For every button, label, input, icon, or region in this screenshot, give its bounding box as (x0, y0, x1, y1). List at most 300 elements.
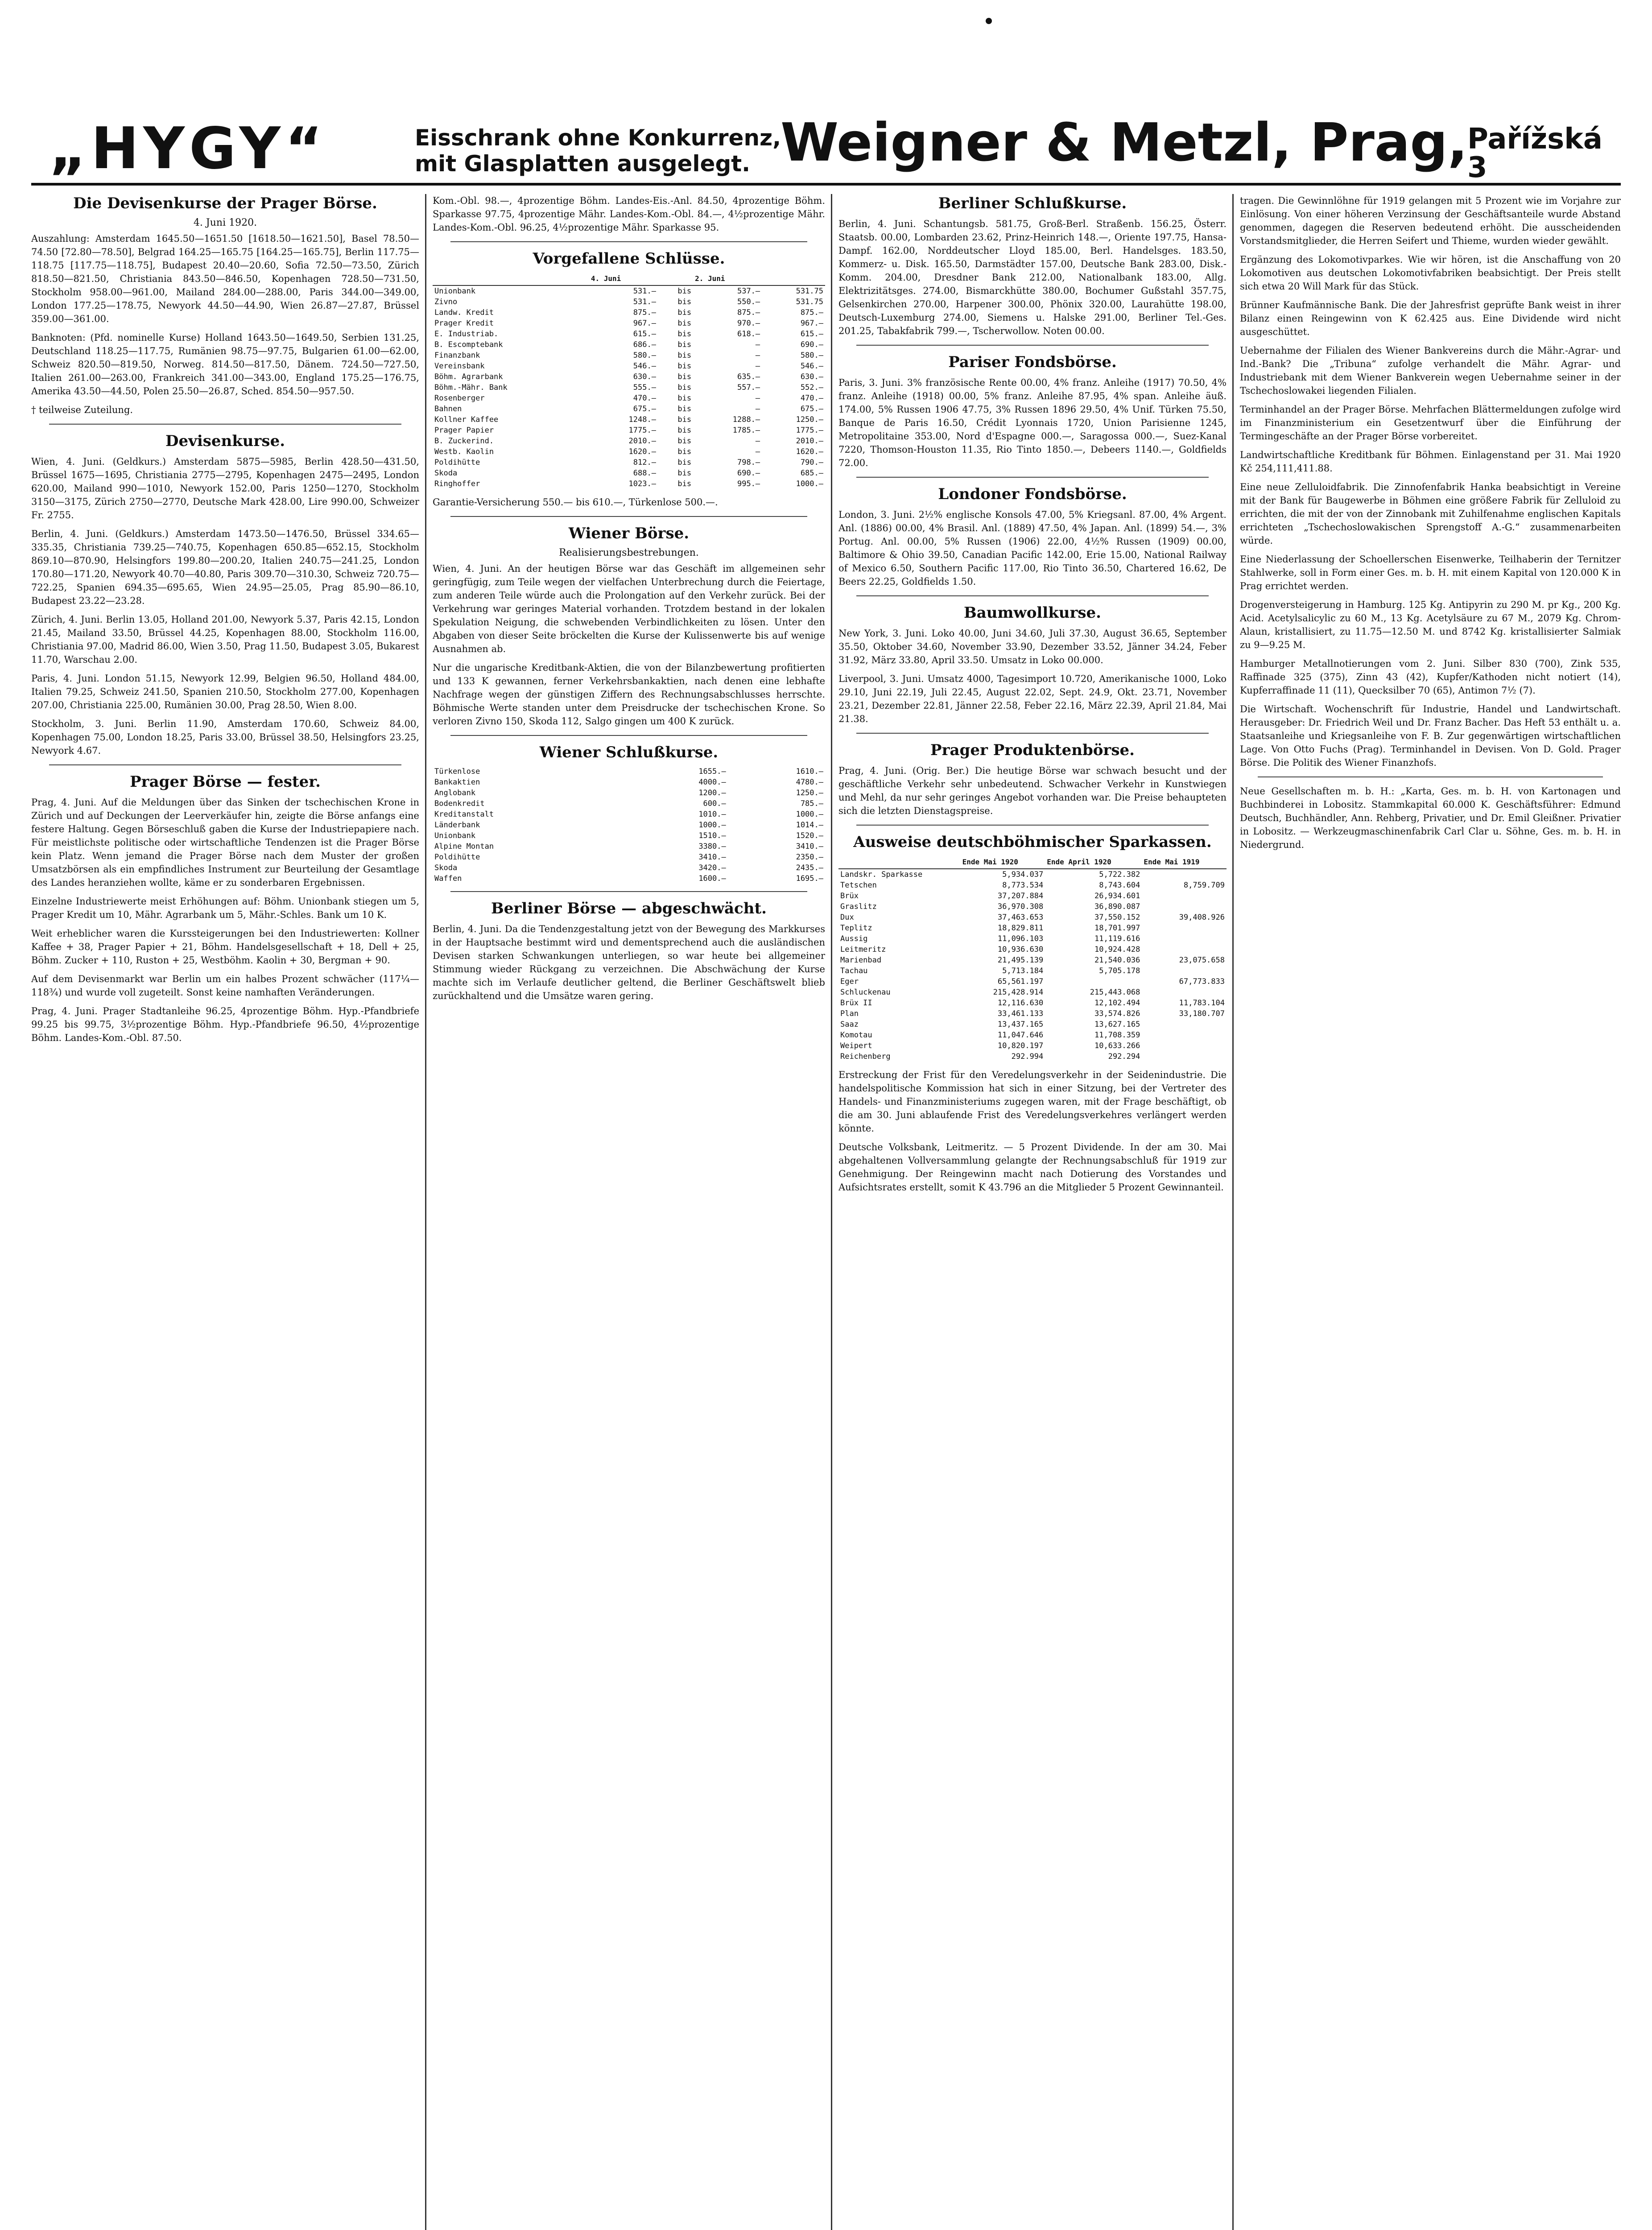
table-cell: Rosenberger (434, 394, 485, 403)
table-cell: 580.— (800, 351, 823, 360)
section-title-devisenkurse: Devisenkurse. (165, 432, 285, 450)
paragraph: Ergänzung des Lokomotivparkes. Wie wir hören, ist die Anschaffung von 20 Lokomotiven aus deutschen Lokomotivfabriken beabsichtigt. Der Preis stellt sich etwa 20 Will Mark für das Stück. (1240, 254, 1621, 292)
table-cell: 36,890.087 (1094, 902, 1140, 911)
table-cell: 875.— (800, 308, 823, 317)
divider (49, 424, 401, 425)
table-cell: 67,773.833 (1179, 977, 1225, 986)
table-cell: Reichenberg (840, 1052, 891, 1061)
table-cell: Marienbad (840, 956, 882, 965)
table-cell: 5,705.178 (1099, 966, 1140, 975)
table-cell: 18,701.997 (1094, 924, 1140, 933)
table-cell (1142, 933, 1227, 944)
table-row (838, 1041, 1227, 1051)
paragraph: Paris, 3. Juni. 3% französische Rente 00.00, 4% franz. Anleihe (1917) 70.50, 4% franz. Anleihe (1918) 00.00, 5% franz. Anleihe 87.95, 4% span. Anleihe äuß. 174.00, 5% Russen 1906 47.75, 3% Russen 1896 29.50, 4% Unif. Türken 75.50, Banque de Paris 16.50, Crédit Lyonnais 1720, Union Parisienne 1245, Metropolitaine 353.00, Nord d'Espagne 000.—, Saragossa 000.—, Suez-Kanal 7220, Thomson-Houston 11.35, Rio Tinto 1850.—, Debeers 1140.—, Goldfields 72.00. (838, 377, 1227, 468)
table-cell: 688.— (633, 469, 656, 478)
table-cell: 690.— (800, 340, 823, 349)
table-row (433, 436, 825, 446)
table-cell: Brüx (840, 892, 859, 900)
table-cell: bis (677, 383, 692, 392)
table-cell: 5,722.382 (1099, 870, 1140, 879)
paragraph: New York, 3. Juni. Loko 40.00, Juni 34.60, Juli 37.30, August 36.65, September 35.50, Oktober 34.60, November 33.90, Dezember 33.52, Jänner 34.24, Feber 31.92, März 33.80, April 33.50. Umsatz in Loko 00.000. (838, 628, 1227, 665)
paragraph: Terminhandel an der Prager Börse. Mehrfachen Blättermeldungen zufolge wird im Finanzministerium ein Gesetzentwurf über die Einführung der Termingeschäfte an der Prager Börse vorbereitet. (1240, 404, 1621, 442)
paragraph: Hamburger Metallnotierungen vom 2. Juni. Silber 830 (700), Zink 535, Raffinade 325 (375), Zinn 43 (42), Kupfer/Kathoden nicht notiert (14), Kupferraffinade 11 (11), Quecksilber 70 (65), Antimon 7½ (7). (1240, 658, 1621, 696)
table-cell: bis (677, 437, 692, 446)
table-header-cell: Ende Mai 1919 (1142, 856, 1227, 869)
table-header-cell (658, 273, 693, 285)
table-cell: bis (677, 330, 692, 339)
table-cell: 615.— (800, 330, 823, 339)
table-cell: 21,495.139 (997, 956, 1044, 965)
paragraph: Berlin, 4. Juni. Da die Tendenzgestaltung jetzt von der Bewegung des Markkurses in der Hauptsache bestimmt wird und dementsprechend auch die ausländischen Devisen starken Schwankungen unterliegen, so war heute bei allgemeiner Stimmung wieder Rückgang zu verzeichnen. Die Abschwächung der Kurse machte sich im Verlaufe deutlicher geltend, die Berliner Geschäftswelt blieb zurückhaltend und die Umsätze waren gering. (433, 924, 825, 1001)
table-cell: 1023.— (628, 479, 656, 488)
table-cell: 531.75 (796, 287, 823, 296)
table-cell (1142, 1041, 1227, 1051)
section-title-berliner-boerse: Berliner Börse — abgeschwächt. (491, 900, 767, 917)
table-cell: bis (677, 447, 692, 456)
paragraph: Paris, 4. Juni. London 51.15, Newyork 12.99, Belgien 96.50, Holland 484.00, Italien 79.25, Schweiz 241.50, Spanien 210.50, Stockholm 277.00, Kopenhagen 207.00, Christiania 225.00, Rumänien 30.00, Prag 28.50, Wien 8.00. (31, 673, 419, 710)
table-cell: Finanzbank (434, 351, 480, 360)
table-cell: Kreditanstalt (434, 810, 494, 819)
table-cell: Saaz (840, 1020, 859, 1029)
table-row (433, 852, 825, 863)
section-date: 4. Juni 1920. (193, 217, 257, 228)
table-cell: 12,116.630 (997, 999, 1044, 1008)
table-cell: 615.— (633, 330, 656, 339)
table-cell: Bahnen (434, 405, 462, 413)
section-title-sparkassen: Ausweise deutschböhmischer Sparkassen. (853, 833, 1212, 851)
table-cell: bis (677, 340, 692, 349)
table-cell: Leitmeritz (840, 945, 886, 954)
table-cell: Plan (840, 1009, 859, 1018)
paragraph: Berlin, 4. Juni. Schantungsb. 581.75, Groß-Berl. Straßenb. 156.25, Österr. Staatsb. 00.00, Lombarden 23.62, Prinz-Heinrich 148.—, Oriente 197.75, Hansa-Dampf. 162.00, Norddeutscher Lloyd 185.00, Berl. Handelsges. 183.50, Kommerz- u. Disk. 165.50, Darmstädter 157.00, Deutsche Bank 283.00, Disk.-Komm. 204.00, Dresdner Bank 212.00, Nationalbank 183.00, Allg. Elektrizitätsges. 274.00, Bismarckhütte 380.00, Bochumer Gußstahl 357.75, Gelsenkirchen 270.00, Harpener 300.00, Phönix 320.00, Laurahütte 198.00, Deutsch-Luxemburg 274.00, Siemens u. Halske 291.00, Berliner Tel.-Ges. 201.25, Tabakfabrik 799.—, Tscherwollow. Noten 00.00. (838, 219, 1227, 336)
section-title-wiener-schlusskurse: Wiener Schlußkurse. (539, 743, 719, 761)
table-cell: 555.— (633, 383, 656, 392)
table-cell: 36,970.308 (997, 902, 1044, 911)
table-row (838, 1019, 1227, 1030)
table-cell: — (755, 437, 760, 446)
paragraph: Wien, 4. Juni. (Geldkurs.) Amsterdam 5875—5985, Berlin 428.50—431.50, Brüssel 1675—1695, Christiania 2775—2795, Kopenhagen 2475—2495, London 620.00, Mailand 990—1010, Newyork 152.00, Paris 1250—1270, Stockholm 3150—3175, Zürich 2750—2770, Deutsche Mark 428.00, Lire 990.00, Schweizer Fr. 2755. (31, 456, 419, 520)
table-cell: 1620.— (628, 447, 656, 456)
table-cell: 2350.— (796, 853, 823, 862)
table-note: Garantie-Versicherung 550.— bis 610.—, Türkenlose 500.—. (433, 497, 718, 508)
table-cell: 875.— (737, 308, 760, 317)
table-row (838, 869, 1227, 880)
quotes-table (433, 766, 825, 884)
table-cell: 970.— (737, 319, 760, 328)
section-title-wiener-boerse: Wiener Börse. (568, 524, 690, 542)
table-row (838, 923, 1227, 933)
table-cell: 37,550.152 (1094, 913, 1140, 922)
hygy-slogan (415, 125, 781, 177)
table-cell: 12,102.494 (1094, 999, 1140, 1008)
table-cell: bis (677, 426, 692, 435)
table-cell: 1000.— (698, 821, 726, 830)
table-cell: 10,924.428 (1094, 945, 1140, 954)
table-row (433, 788, 825, 798)
table-cell: 11,783.104 (1179, 999, 1225, 1008)
table-cell: Teplitz (840, 924, 872, 933)
table-cell: 967.— (633, 319, 656, 328)
table-cell: 618.— (737, 330, 760, 339)
table-cell: 3410.— (796, 842, 823, 851)
table-cell (1142, 891, 1227, 901)
section-title-baumwollkurse: Baumwollkurse. (963, 604, 1102, 622)
table-cell: 5,713.184 (1002, 966, 1044, 975)
table-cell: 875.— (633, 308, 656, 317)
table-row (838, 944, 1227, 955)
table-cell: 1520.— (796, 831, 823, 840)
table-cell: bis (677, 308, 692, 317)
table-cell: 37,207.884 (997, 892, 1044, 900)
section-title-prager-boerse: Prager Börse — fester. (130, 773, 321, 791)
table-cell: Tetschen (840, 881, 877, 890)
table-cell: 8,743.604 (1099, 881, 1140, 890)
section-title-londoner-fondsboerse: Londoner Fondsbörse. (938, 485, 1127, 503)
paragraph: Berlin, 4. Juni. (Geldkurs.) Amsterdam 1473.50—1476.50, Brüssel 334.65—335.35, Christiania 739.25—740.75, Kopenhagen 650.85—652.15, Stockholm 869.10—870.90, Helsingfors 199.80—200.20, Italien 240.75—241.25, London 170.80—171.20, Newyork 40.70—40.80, Paris 309.70—310.30, Schweiz 720.75—722.25, Spanien 694.35—695.65, Wien 24.95—25.05, Prag 85.90—86.10, Budapest 23.22—23.28. (31, 529, 419, 606)
table-cell: bis (677, 351, 692, 360)
table-cell: 21,540.036 (1094, 956, 1140, 965)
table-cell: Bankaktien (434, 778, 480, 787)
table-cell (1142, 1030, 1227, 1041)
paragraph: Landwirtschaftliche Kreditbank für Böhmen. Einlagenstand per 31. Mai 1920 Kč 254,111,411.88. (1240, 450, 1621, 474)
paragraph: Wien, 4. Juni. An der heutigen Börse war das Geschäft im allgemeinen sehr geringfügig, zum Teile wegen der vielfachen Unterbrechung durch die Feiertage, zum anderen Teile würde auch die Prolongation auf den Verkehr zurück. Bei der Verkehrung war geringes Material vorhanden. Trotzdem bestand in der lokalen Spekulation Neigung, die schwebenden Verbindlichkeiten zu lösen. Unter den Abgaben von dieser Seite bröckelten die Kurse der Kulissenwerte bis auf wenige Ausnahmen ab. (433, 563, 825, 654)
hygy-slogan-line1: Eisschrank ohne Konkurrenz, (415, 125, 781, 151)
divider (856, 477, 1209, 478)
hygy-slogan-line2: mit Glasplatten ausgelegt. (415, 151, 751, 177)
paragraph: Stockholm, 3. Juni. Berlin 11.90, Amsterdam 170.60, Schweiz 84.00, Kopenhagen 75.00, London 18.25, Paris 33.00, Brüssel 38.50, Helsingfors 23.25, Newyork 4.67. (31, 719, 419, 756)
section-title-berliner-schlusskurse: Berliner Schlußkurse. (938, 194, 1127, 212)
table-cell: 37,463.653 (997, 913, 1044, 922)
table-cell: Böhm.-Mähr. Bank (434, 383, 508, 392)
paragraph: Banknoten: (Pfd. nominelle Kurse) Holland 1643.50—1649.50, Serbien 131.25, Deutschland 118.25—117.75, Rumänien 98.75—97.75, Bulgarien 61.00—62.00, Schweiz 820.50—819.50, Norweg. 814.50—817.50, Dänem. 724.50—727.50, Italien 261.00—263.00, Frankreich 341.00—343.00, England 175.25—176.75, Amerika 43.50—44.50, Polen 25.50—26.87, Sched. 854.50—957.50. (31, 332, 419, 396)
table-cell: 2435.— (796, 863, 823, 872)
table-cell: 1248.— (628, 415, 656, 424)
table-cell: Bodenkredit (434, 799, 485, 808)
footnote: † teilweise Zuteilung. (31, 405, 133, 415)
table-cell: — (755, 405, 760, 413)
table-cell: 11,708.359 (1094, 1031, 1140, 1040)
table-cell: 675.— (800, 405, 823, 413)
table-cell: 33,574.826 (1094, 1009, 1140, 1018)
table-cell: 1250.— (796, 789, 823, 797)
table-cell: B. Zuckerind. (434, 437, 494, 446)
paragraph: Eine neue Zelluloidfabrik. Die Zinnofenfabrik Hanka beabsichtigt in Vereine mit der Bank für Baugewerbe in Böhmen eine größere Fabrik für Zelluloid zu errichten, die mit der von der Zinnobank mit Zuhilfenahme englischen Kapitals errichteten „Tschechoslowakischen Sprengstoff A.-G.“ zusammenarbeiten würde. (1240, 482, 1621, 546)
table-cell: Kollner Kaffee (434, 415, 499, 424)
table-row (838, 1030, 1227, 1041)
table-row (433, 297, 825, 307)
table-cell: bis (677, 479, 692, 488)
table-cell: 2010.— (628, 437, 656, 446)
table-cell: 10,820.197 (997, 1041, 1044, 1050)
table-cell: 5,934.037 (1002, 870, 1044, 879)
table-cell (1142, 1019, 1227, 1030)
table-cell: B. Escomptebank (434, 340, 503, 349)
section-title-pariser-fondsboerse: Pariser Fondsbörse. (948, 353, 1117, 371)
quotes-table (433, 273, 825, 489)
table-cell: Aussig (840, 934, 868, 943)
header-ad-band (31, 103, 1621, 186)
divider (450, 891, 807, 892)
table-cell: Landskr. Sparkasse (840, 870, 923, 879)
column-4 (1240, 194, 1621, 2230)
table-cell: — (755, 340, 760, 349)
table-cell: Alpine Montan (434, 842, 494, 851)
divider (450, 735, 807, 736)
table-cell: Weipert (840, 1041, 872, 1050)
column-1 (31, 194, 419, 2230)
table-cell: bis (677, 469, 692, 478)
table-cell: 685.— (800, 469, 823, 478)
table-cell: Westb. Kaolin (434, 447, 494, 456)
paragraph: Liverpool, 3. Juni. Umsatz 4000, Tagesimport 10.720, Amerikanische 1000, Loko 29.10, Juni 22.19, Juli 22.45, August 22.02, Sept. 24.9, Okt. 23.71, November 23.21, Dezember 22.81, Jänner 22.58, Feber 22.16, März 22.39, April 21.84, Mai 21.38. (838, 673, 1227, 724)
table-cell: Unionbank (434, 287, 476, 296)
table-cell (1045, 976, 1142, 987)
table-cell: bis (677, 362, 692, 371)
table-cell (1142, 944, 1227, 955)
table-cell: bis (677, 458, 692, 467)
table-header-cell: 2. Juni (693, 273, 762, 285)
table-row (838, 912, 1227, 923)
paragraph: London, 3. Juni. 2½% englische Konsols 47.00, 5% Kriegsanl. 87.00, 4% Argent. Anl. (1886) 00.00, 4% Brasil. Anl. (1889) 47.50, 4% Japan. Anl. (1899) 54.—, 3% Portug. Anl. 00.00, 5% Russen (1906) 22.00, 4½% Russen (1909) 00.00, Baltimore & Ohio 39.50, Canadian Pacific 142.00, Erie 15.00, National Railway of Mexico 6.50, Southern Pacific 117.00, Rio Tinto 36.50, Chartered 16.62, De Beers 22.25, Goldfields 1.50. (838, 509, 1227, 587)
table-cell: 8,773.534 (1002, 881, 1044, 890)
table-row (433, 841, 825, 852)
table-cell: Komotau (840, 1031, 872, 1040)
paragraph: Erstreckung der Frist für den Veredelungsverkehr in der Seidenindustrie. Die handelspolitische Kommission hat sich in einer Sitzung, bei der Vertreter des Handels- und Finanzministeriums zugegen waren, mit der Frage beschäftigt, ob die am 30. Juni ablaufende Frist des Veredelungsverkehres verlängert werden könnte. (838, 1070, 1227, 1134)
table-cell: 630.— (633, 372, 656, 381)
weigner-address: Pařížská 3 (1467, 123, 1602, 184)
table-cell: 531.— (633, 297, 656, 306)
table-cell: — (755, 447, 760, 456)
table-cell: — (755, 362, 760, 371)
table-row (433, 863, 825, 873)
table-cell: 4000.— (698, 778, 726, 787)
paragraph: Prag, 4. Juni. (Orig. Ber.) Die heutige Börse war schwach besucht und der geschäftliche Verkehr sehr unbedeutend. Schwacher Verkehr in Kunstwiegen und Mehl, da nur sehr geringes Angebot vorhanden war. Die Preise behaupteten sich die letzten Dienstagspreise. (838, 765, 1227, 816)
table-cell: 18,829.811 (997, 924, 1044, 933)
table-cell: bis (677, 394, 692, 403)
table-header-cell (762, 273, 825, 285)
print-dot (986, 18, 992, 24)
table-cell: Brüx II (840, 999, 872, 1008)
table-row (838, 966, 1227, 976)
table-cell: 292.994 (1011, 1052, 1044, 1061)
table-row (433, 468, 825, 479)
table-cell: bis (677, 287, 692, 296)
table-row (433, 339, 825, 350)
table-cell: 33,461.133 (997, 1009, 1044, 1018)
table-cell: 13,627.165 (1094, 1020, 1140, 1029)
table-cell (1142, 869, 1227, 880)
divider (856, 595, 1209, 596)
table-cell (1142, 987, 1227, 998)
table-cell: 790.— (800, 458, 823, 467)
table-cell: 1775.— (796, 426, 823, 435)
table-cell: Skoda (434, 469, 458, 478)
table-row (433, 372, 825, 382)
table-row (838, 987, 1227, 998)
table-cell: Graslitz (840, 902, 877, 911)
table-cell: 23,075.658 (1179, 956, 1225, 965)
table-cell: Skoda (434, 863, 458, 872)
table-cell: Ringhoffer (434, 479, 480, 488)
table-cell: 10,633.266 (1094, 1041, 1140, 1050)
column-3 (838, 194, 1227, 2230)
section-title-produktenboerse: Prager Produktenbörse. (930, 741, 1135, 759)
table-cell: 11,119.616 (1094, 934, 1140, 943)
divider (450, 241, 807, 242)
table-cell: 531.— (633, 287, 656, 296)
divider (856, 345, 1209, 346)
table-row (433, 414, 825, 425)
table-cell: 11,096.103 (997, 934, 1044, 943)
table-row (433, 809, 825, 820)
table-cell: 600.— (703, 799, 726, 808)
table-cell: Zivno (434, 297, 458, 306)
table-cell: Dux (840, 913, 854, 922)
paragraph: Einzelne Industriewerte meist Erhöhungen auf: Böhm. Unionbank stiegen um 5, Prager Kredit um 10, Mähr. Agrarbank um 5, Mähr.-Schles. Bank um 10 K. (31, 896, 419, 920)
table-header-cell: 4. Juni (589, 273, 658, 285)
divider (856, 825, 1209, 826)
table-header-cell: Ende April 1920 (1045, 856, 1142, 869)
table-row (433, 382, 825, 393)
divider (1258, 776, 1603, 777)
column-2 (433, 194, 825, 2230)
table-cell: Landw. Kredit (434, 308, 494, 317)
paragraph: Weit erheblicher waren die Kurssteigerungen bei den Industriewerten: Kollner Kaffee + 38, Prager Papier + 21, Böhm. Handelsgesellschaft + 18, Dell + 25, Böhm. Zucker + 110, Ruston + 25, Westböhm. Kaolin + 30, Bergman + 90. (31, 928, 419, 966)
table-cell: bis (677, 372, 692, 381)
table-cell: 1620.— (796, 447, 823, 456)
table-cell: Vereinsbank (434, 362, 485, 371)
table-header-cell (838, 856, 961, 869)
table-row (838, 1051, 1227, 1062)
table-header-cell (433, 273, 589, 285)
table-cell: 1000.— (796, 810, 823, 819)
table-cell: 470.— (633, 394, 656, 403)
table-cell: bis (677, 297, 692, 306)
table-cell: Länderbank (434, 821, 480, 830)
table-cell: bis (677, 415, 692, 424)
table-cell: 3380.— (698, 842, 726, 851)
table-cell: 1288.— (732, 415, 760, 424)
table-cell: 3420.— (698, 863, 726, 872)
table-cell (1142, 901, 1227, 912)
table-row (433, 820, 825, 830)
table-row (838, 901, 1227, 912)
table-cell: — (755, 351, 760, 360)
table-cell: 785.— (800, 799, 823, 808)
section-title-vorgefallene-schluesse: Vorgefallene Schlüsse. (533, 250, 725, 268)
divider (856, 733, 1209, 734)
table-cell: 552.— (800, 383, 823, 392)
divider (49, 764, 401, 765)
hygy-brand: „HYGY“ (49, 116, 327, 182)
table-cell: 11,047.646 (997, 1031, 1044, 1040)
table-cell: Türkenlose (434, 767, 480, 776)
section-title-devisenkurse-prag: Die Devisenkurse der Prager Börse. (73, 194, 377, 212)
table-cell (1142, 966, 1227, 976)
table-cell: 1655.— (698, 767, 726, 776)
table-cell: 1785.— (732, 426, 760, 435)
table-header-cell: Ende Mai 1920 (961, 856, 1045, 869)
table-row (838, 976, 1227, 987)
table-cell: Poldihütte (434, 458, 480, 467)
table-row (433, 425, 825, 436)
table-row (433, 766, 825, 777)
table-cell: 635.— (737, 372, 760, 381)
table-cell: 26,934.601 (1094, 892, 1140, 900)
table-row (433, 361, 825, 372)
table-cell: 690.— (737, 469, 760, 478)
section-subtitle: Realisierungsbestrebungen. (559, 547, 699, 558)
table-cell: 1510.— (698, 831, 726, 840)
table-cell: 4780.— (796, 778, 823, 787)
table-row (433, 479, 825, 489)
table-row (433, 777, 825, 788)
paragraph: Brünner Kaufmännische Bank. Die der Jahresfrist geprüfte Bank weist in ihrer Bilanz einen Reingewinn von K 62.425 aus. Eine Dividende wird nicht ausgeschüttet. (1240, 300, 1621, 337)
table-cell: 470.— (800, 394, 823, 403)
paragraph: tragen. Die Gewinnlöhne für 1919 gelangen mit 5 Prozent wie im Vorjahre zur Einlösung. Von einer höheren Verzinsung der Geschäftsanteile wurde Abstand genommen, dagegen die Reserven bedeutend erhöht. Die ausscheidenden Vorstandsmitglieder, die Herren Seifert und Thieme, wurden wieder gewählt. (1240, 195, 1621, 246)
paragraph: Eine Niederlassung der Schoellerschen Eisenwerke, Teilhaberin der Ternitzer Stahlwerke, soll in Form einer Ges. m. b. H. mit einem Kapital von 120.000 K in Prag errichtet werden. (1240, 554, 1621, 591)
table-cell: 1775.— (628, 426, 656, 435)
table-cell (1142, 1051, 1227, 1062)
table-cell: 39,408.926 (1179, 913, 1225, 922)
savings-table (838, 856, 1227, 1062)
table-row (433, 318, 825, 329)
paragraph: Auszahlung: Amsterdam 1645.50—1651.50 [1618.50—1621.50], Basel 78.50—74.50 [72.80—78.50], Belgrad 164.25—165.75 [164.25—165.75], Berlin 117.75—118.75 [117.75—118.75], Budapest 20.40—20.60, Sofia 72.50—73.50, Zürich 818.50—821.50, Christiania 843.50—846.50, Kopenhagen 728.50—731.50, Stockholm 958.00—961.00, Mailand 284.00—288.00, Paris 344.00—349.00, London 177.25—178.75, Newyork 44.50—44.90, Wien 26.87—27.87, Brüssel 359.00—361.00. (31, 233, 419, 324)
table-cell: 531.75 (796, 297, 823, 306)
table-cell: bis (677, 319, 692, 328)
table-cell: 967.— (800, 319, 823, 328)
table-cell: Unionbank (434, 831, 476, 840)
table-row (838, 891, 1227, 901)
paragraph: Prag, 4. Juni. Prager Stadtanleihe 96.25, 4prozentige Böhm. Hyp.-Pfandbriefe 99.25 bis 99.75, 3½prozentige Böhm. Hyp.-Pfandbriefe 96.50, 4½prozentige Böhm. Landes-Kom.-Obl. 87.50. (31, 1006, 419, 1043)
table-cell: E. Industriab. (434, 330, 499, 339)
paragraph: Die Wirtschaft. Wochenschrift für Industrie, Handel und Landwirtschaft. Herausgeber: Dr. Friedrich Weil und Dr. Franz Bacher. Das Heft 53 enthält u. a. Staatsanleihe und Kriegsanleihe von F. B. Zur gegenwärtigen wirtschaftlichen Lage. Von Otto Fuchs (Prag). Terminhandel in Devisen. Von D. Gold. Prager Börse. Die Politik des Wiener Finanzhofs. (1240, 704, 1621, 768)
table-cell: 1010.— (698, 810, 726, 819)
table-cell: bis (677, 405, 692, 413)
table-row (838, 955, 1227, 966)
table-cell: 812.— (633, 458, 656, 467)
table-cell: 292.294 (1108, 1052, 1140, 1061)
table-cell: 8,759.709 (1183, 881, 1225, 890)
paragraph: Drogenversteigerung in Hamburg. 125 Kg. Antipyrin zu 290 M. pr Kg., 200 Kg. Acid. Acetylsalicylic zu 60 M., 13 Kg. Acetylsäure zu 67 M., 2079 Kg. Chrom-Alaun, kristallisiert, zu 11.75—12.50 M. und 8742 Kg. kristallisierter Salmiak zu 9—9.25 M. (1240, 599, 1621, 650)
table-row (433, 446, 825, 457)
table-cell: 1000.— (796, 479, 823, 488)
column-rule (425, 194, 426, 2230)
table-cell: 2010.— (796, 437, 823, 446)
table-cell: 550.— (737, 297, 760, 306)
weigner-brand: Weigner & Metzl, Prag, (781, 112, 1468, 173)
table-row (433, 307, 825, 318)
table-cell: 557.— (737, 383, 760, 392)
table-cell: 1600.— (698, 874, 726, 883)
table-cell: 580.— (633, 351, 656, 360)
table-row (433, 329, 825, 339)
table-row (838, 880, 1227, 891)
table-cell: 1014.— (796, 821, 823, 830)
table-cell: Prager Kredit (434, 319, 494, 328)
table-cell: 1695.— (796, 874, 823, 883)
table-cell: Böhm. Agrarbank (434, 372, 503, 381)
table-cell: 537.— (737, 287, 760, 296)
table-cell: Tachau (840, 966, 868, 975)
table-cell: 995.— (737, 479, 760, 488)
table-cell: 630.— (800, 372, 823, 381)
table-cell: 798.— (737, 458, 760, 467)
column-rule (831, 194, 832, 2230)
table-cell: 13,437.165 (997, 1020, 1044, 1029)
table-cell: 1610.— (796, 767, 823, 776)
table-row (433, 830, 825, 841)
